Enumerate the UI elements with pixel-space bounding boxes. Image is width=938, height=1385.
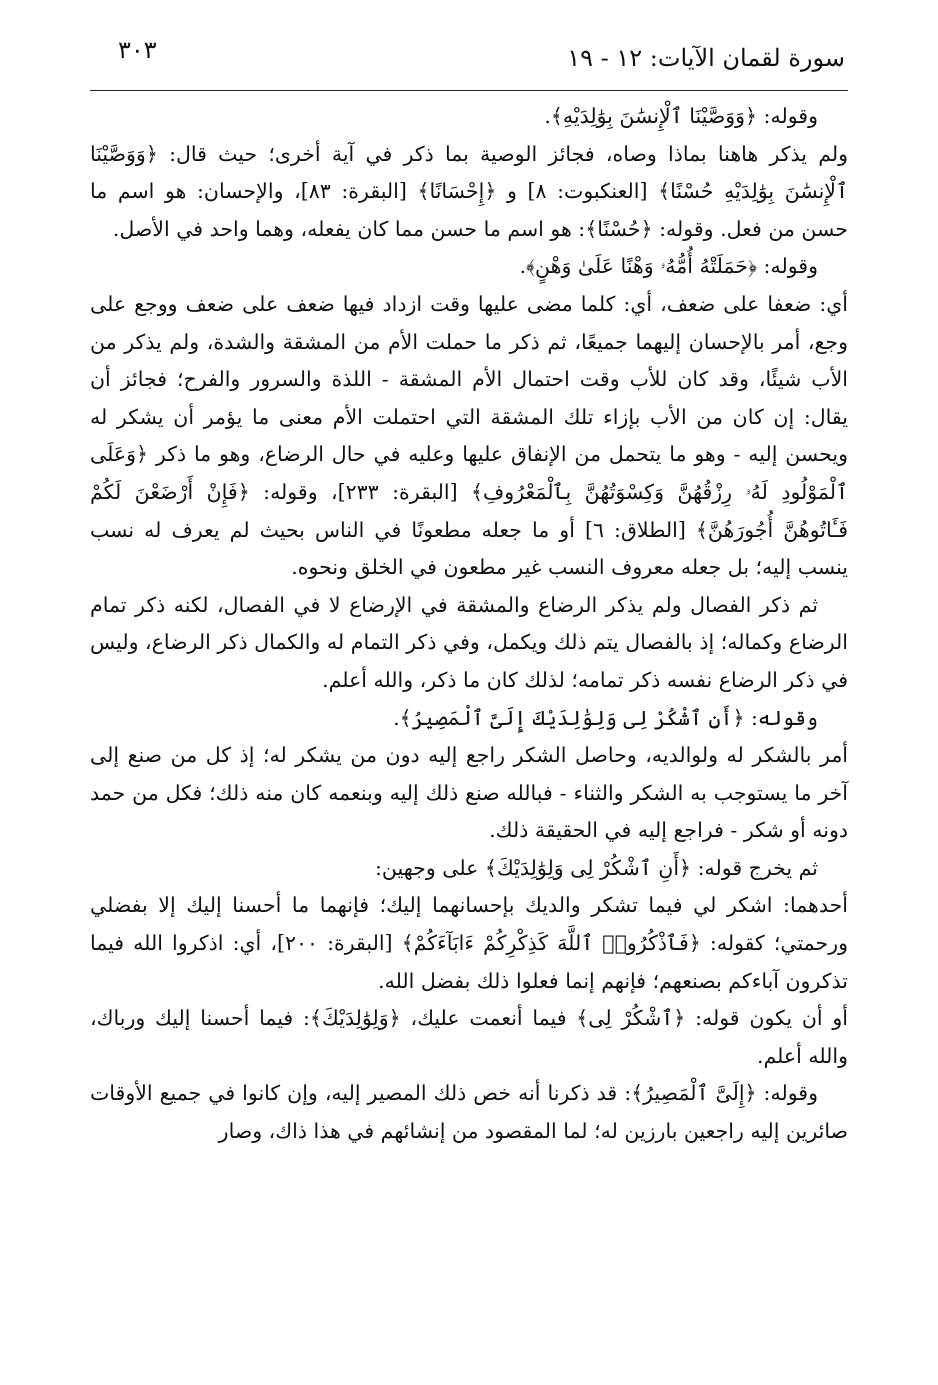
paragraph: ثم يخرج قوله: ﴿أَنِ ٱشْكُرْ لِى وَلِوَٰلِدَيْكَ﴾ على وجهين: xyxy=(375,855,818,880)
paragraph: ولم يذكر هاهنا بماذا وصاه، فجائز الوصية بما ذكر في آية أخرى؛ حيث قال: ﴿وَوَصَّيْنَا ٱلْإِنسَٰنَ بِوَٰلِدَيْهِ حُسْنًا﴾ [العنكبوت: ٨] و ﴿إِحْسَانًا﴾ [البقرة: ٨٣]، والإحسان: هو اسم ما حسن من فعل. وقوله: ﴿حُسْنًا﴾: هو اسم ما حسن مما كان يفعله، وهما واحد في الأصل. xyxy=(90,141,849,241)
running-header-title: سورة لقمان الآيات: ١٢ - ١٩ xyxy=(567,44,845,72)
paragraph: أو أن يكون قوله: ﴿ٱشْكُرْ لِى﴾ فيما أنعمت عليك، ﴿وَلِوَٰلِدَيْكَ﴾: فيما أحسنا إليك ورباك، والله أعلم. xyxy=(90,1006,848,1068)
paragraph: أمر بالشكر له ولوالديه، وحاصل الشكر راجع إليه دون من يشكر له؛ إذ كل من صنع إلى آخر ما يستوجب به الشكر والثناء - فبالله صنع ذلك إليه وبنعمه كان منه ذلك؛ فكل من حمد دونه أو شكر - فراجع إليه في الحقيقة ذلك. xyxy=(90,743,848,843)
header-divider xyxy=(90,90,848,91)
paragraph: وقوله: ﴿حَمَلَتْهُ أُمُّهُۥ وَهْنًا عَلَىٰ وَهْنٍ﴾. xyxy=(519,254,818,279)
paragraph: وقوله: ﴿أَنِ ٱشْكُرْ لِى وَلِوَٰلِدَيْكَ إِلَىَّ ٱلْمَصِيرُ﴾. xyxy=(393,705,818,730)
body-text xyxy=(90,98,848,1151)
page-number: ٣٠٣ xyxy=(118,36,157,64)
paragraph: أحدهما: اشكر لي فيما تشكر والديك بإحسانهما إليك؛ فإنهما ما أحسنا إليك إلا بفضلي ورحمتي؛ كقوله: ﴿فَٱذْكُرُوا۟ ٱللَّهَ كَذِكْرِكُمْ ءَابَآءَكُمْ﴾ [البقرة: ٢٠٠]، أي: اذكروا الله فيما تذكرون آباءكم بصنعهم؛ فإنهم إنما فعلوا ذلك بفضل الله. xyxy=(90,893,848,993)
paragraph: وقوله: ﴿إِلَىَّ ٱلْمَصِيرُ﴾: قد ذكرنا أنه خص ذلك المصير إليه، وإن كانوا في جميع الأوقات صائرين إليه راجعين بارزين له؛ لما المقصود من إنشائهم في هذا ذاك، وصار xyxy=(90,1081,848,1144)
paragraph: وقوله: ﴿وَوَصَّيْنَا ٱلْإِنسَٰنَ بِوَٰلِدَيْهِ﴾. xyxy=(544,104,818,128)
paragraph: ثم ذكر الفصال ولم يذكر الرضاع والمشقة في الإرضاع لا في الفصال، لكنه ذكر تمام الرضاع وكماله؛ إذ بالفصال يتم ذلك ويكمل، وفي ذكر التمام له والكمال ذكر الرضاع، وليس في ذكر الرضاع نفسه ذكر تمامه؛ لذلك كان ما ذكر، والله أعلم. xyxy=(90,592,848,692)
paragraph: أي: ضعفا على ضعف، أي: كلما مضى عليها وقت ازداد فيها ضعف على ضعف ووجع على وجع، أمر بالإحسان إليهما جميعًا، ثم ذكر ما حملت الأم من المشقة والشدة، ولم يذكر من الأب شيئًا، وقد كان للأب وقت احتمال الأم المشقة - اللذة والسرور والفرح؛ فجائز أن يقال: إن كان من الأب بإزاء تلك المشقة التي احتملت الأم معنى ما يؤمر أن يشكر له ويحسن إليه - وهو ما يتحمل من الإنفاق عليها وعليه في حال الرضاع، وهو ما ذكر ﴿وَعَلَى ٱلْمَوْلُودِ لَهُۥ رِزْقُهُنَّ وَكِسْوَتُهُنَّ بِٱلْمَعْرُوفِ﴾ [البقرة: ٢٣٣]، وقوله: ﴿فَإِنْ أَرْضَعْنَ لَكُمْ فَـَٔاتُوهُنَّ أُجُورَهُنَّ﴾ [الطلاق: ٦] أو ما جعله مطعونًا في الناس بحيث لم يعرف له نسب ينسب إليه؛ بل جعله معروف النسب غير مطعون في الخلق ونحوه. xyxy=(90,291,849,580)
